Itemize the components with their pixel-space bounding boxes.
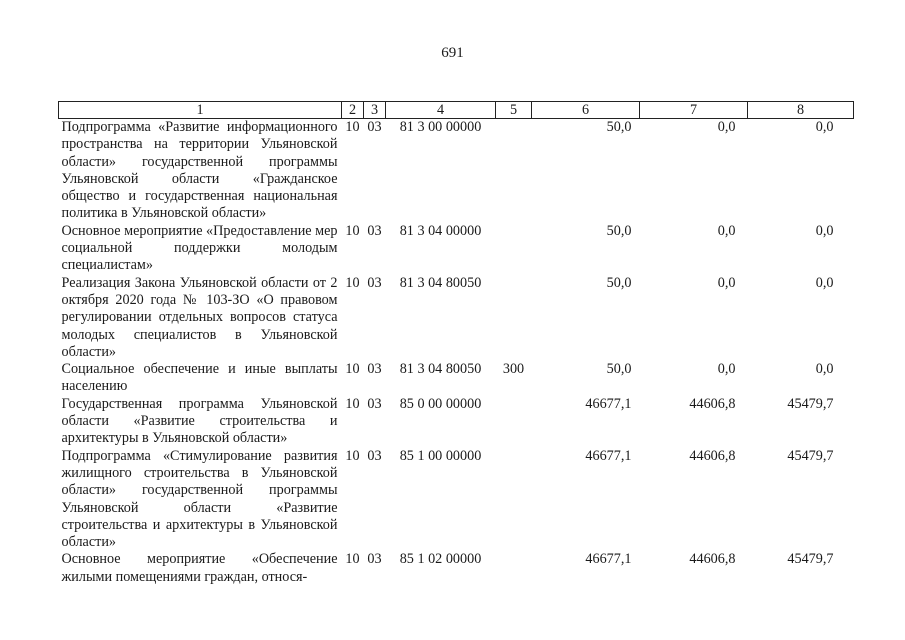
row-expense-type: [496, 119, 532, 223]
row-target-code: 81 3 04 80050: [399, 361, 482, 378]
header-cell-8: 8: [748, 102, 854, 119]
row-name: Основное мероприятие «Предоставление мер социальной поддержки молодым специалистам»: [61, 222, 338, 274]
row-name: Основное мероприятие «Обеспечение жилыми помещениями граждан, относя-: [61, 551, 338, 585]
row-value-7: 44606,8: [689, 395, 736, 412]
row-section: 10: [345, 447, 360, 464]
row-subsection: 03: [367, 361, 382, 378]
row-name: Подпрограмма «Развитие информационного пространства на территории Ульяновской области» государственной программы Ульяновской области «Гражданское общество и государственная национальная политика в Ульяновской области»: [61, 119, 338, 222]
budget-table: [58, 101, 854, 586]
table-row: [59, 396, 854, 448]
header-cell-1: 1: [59, 102, 342, 119]
row-expense-type: [496, 448, 532, 552]
row-value-8: 0,0: [815, 222, 834, 239]
row-value-6: 50,0: [606, 274, 632, 291]
row-value-6: 50,0: [606, 361, 632, 378]
row-subsection: 03: [367, 274, 382, 291]
row-value-6: 50,0: [606, 119, 632, 135]
table-row: [59, 275, 854, 361]
row-subsection: 03: [367, 222, 382, 239]
row-value-8: 0,0: [815, 274, 834, 291]
row-target-code: 81 3 04 00000: [399, 222, 482, 239]
row-value-7: 0,0: [717, 119, 736, 135]
row-value-7: 0,0: [717, 361, 736, 378]
row-value-8: 0,0: [815, 119, 834, 135]
header-cell-2: 2: [342, 102, 364, 119]
table-row: [59, 448, 854, 552]
row-expense-type: 300: [502, 361, 525, 378]
header-cell-5: 5: [496, 102, 532, 119]
table-row: [59, 223, 854, 275]
row-section: 10: [345, 395, 360, 412]
row-value-6: 50,0: [606, 222, 632, 239]
row-section: 10: [345, 551, 360, 568]
header-cell-6: 6: [532, 102, 640, 119]
row-value-7: 0,0: [717, 274, 736, 291]
row-expense-type: [496, 396, 532, 448]
row-value-8: 0,0: [815, 361, 834, 378]
row-value-7: 0,0: [717, 222, 736, 239]
row-target-code: 85 1 00 00000: [399, 447, 482, 464]
row-section: 10: [345, 222, 360, 239]
row-value-8: 45479,7: [787, 447, 834, 464]
row-subsection: 03: [367, 119, 382, 135]
row-section: 10: [345, 274, 360, 291]
row-target-code: 81 3 00 00000: [399, 119, 482, 135]
table-row: [59, 551, 854, 586]
page-number: 691: [441, 45, 464, 61]
row-expense-type: [496, 223, 532, 275]
row-target-code: 85 0 00 00000: [399, 395, 482, 412]
header-cell-3: 3: [364, 102, 386, 119]
row-value-7: 44606,8: [689, 447, 736, 464]
row-target-code: 81 3 04 80050: [399, 274, 482, 291]
row-value-8: 45479,7: [787, 551, 834, 568]
row-value-7: 44606,8: [689, 551, 736, 568]
row-expense-type: [496, 275, 532, 361]
table-row: [59, 119, 854, 223]
table-row: [59, 361, 854, 396]
row-value-6: 46677,1: [585, 551, 632, 568]
row-target-code: 85 1 02 00000: [399, 551, 482, 568]
row-section: 10: [345, 119, 360, 135]
header-cell-7: 7: [640, 102, 748, 119]
table-header-row: [59, 102, 854, 119]
row-subsection: 03: [367, 447, 382, 464]
row-section: 10: [345, 361, 360, 378]
header-cell-4: 4: [386, 102, 496, 119]
row-name: Подпрограмма «Стимулирование развития жилищного строительства в Ульяновской области» государственной программы Ульяновской области «Развитие строительства и архитектуры в Ульяновской области»: [61, 447, 338, 551]
row-expense-type: [496, 551, 532, 586]
row-name: Реализация Закона Ульяновской области от 2 октября 2020 года № 103-ЗО «О правовом регулировании отдельных вопросов статуса молодых специалистов в Ульяновской области»: [61, 274, 338, 360]
row-subsection: 03: [367, 551, 382, 568]
row-value-8: 45479,7: [787, 395, 834, 412]
row-value-6: 46677,1: [585, 447, 632, 464]
row-subsection: 03: [367, 395, 382, 412]
row-name: Государственная программа Ульяновской области «Развитие строительства и архитектуры в Ульяновской области»: [61, 395, 338, 447]
row-value-6: 46677,1: [585, 395, 632, 412]
row-name: Социальное обеспечение и иные выплаты населению: [61, 361, 338, 395]
